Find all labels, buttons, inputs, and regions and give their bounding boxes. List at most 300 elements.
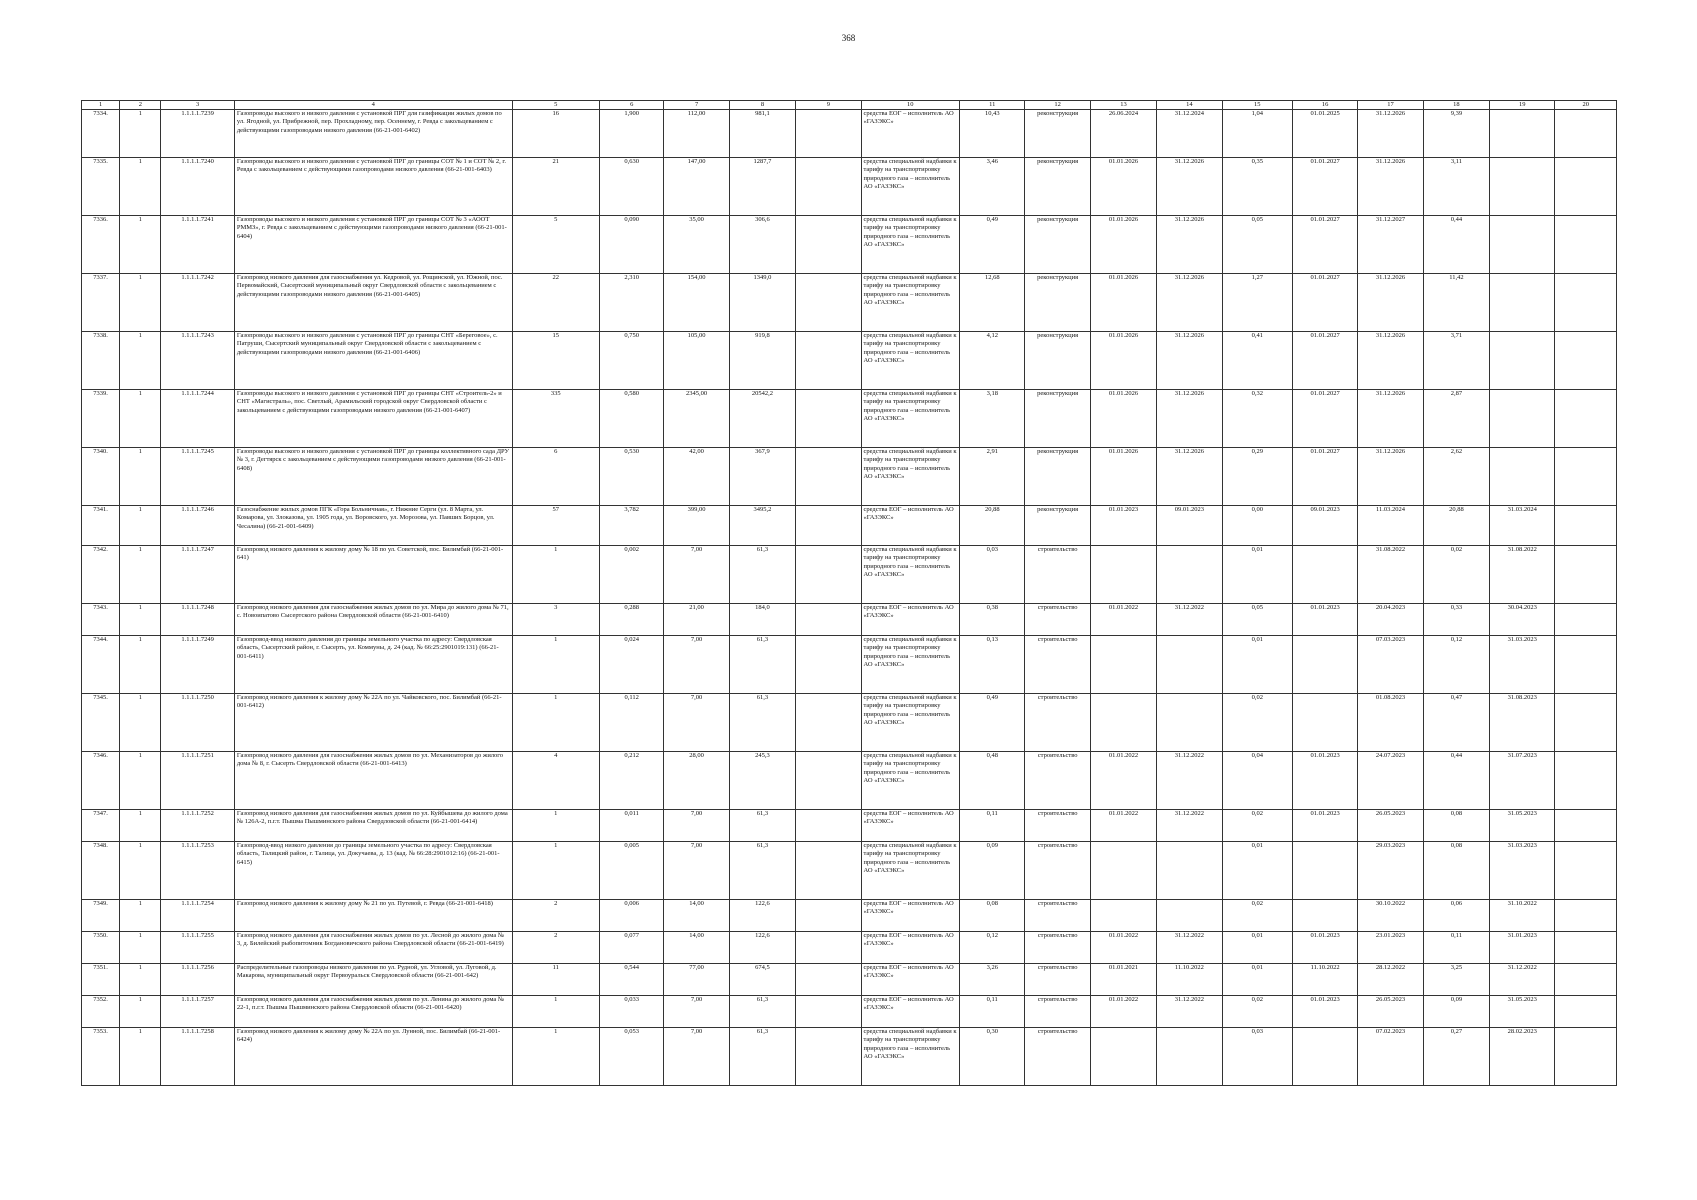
table-row	[82, 216, 1617, 274]
cell-c14	[1157, 900, 1222, 932]
cell-code: 1.1.1.1.7248	[161, 604, 234, 636]
cell-c19: 31.03.2024	[1490, 506, 1555, 546]
cell-c19	[1490, 448, 1555, 506]
table-row	[82, 996, 1617, 1028]
cell-c18: 3,11	[1423, 158, 1489, 216]
cell-code: 1.1.1.1.7240	[161, 158, 234, 216]
cell-desc: Газопроводы высокого и низкого давления с установкой ПРГ до границы коллективного сада ДРУ № 3, г. Дегтярск с закольцеванием с действующими газопроводами низкого давления (66-21-001-6408)	[234, 448, 512, 506]
cell-c20	[1555, 636, 1617, 694]
cell-c16	[1292, 694, 1357, 752]
cell-c8: 122,6	[729, 932, 795, 964]
cell-c8: 674,5	[729, 964, 795, 996]
cell-c14: 31.12.2022	[1157, 810, 1222, 842]
table-row	[82, 694, 1617, 752]
cell-c14: 31.12.2026	[1157, 332, 1222, 390]
cell-c18: 0,09	[1423, 996, 1489, 1028]
cell-c14: 31.12.2026	[1157, 448, 1222, 506]
cell-c2: 1	[120, 506, 161, 546]
cell-c19: 31.10.2022	[1490, 900, 1555, 932]
cell-c2: 1	[120, 842, 161, 900]
cell-c15: 1,04	[1222, 110, 1292, 158]
column-header-17: 17	[1358, 101, 1423, 110]
cell-c5: 16	[512, 110, 600, 158]
cell-c7: 7,00	[664, 842, 729, 900]
cell-c6: 0,750	[600, 332, 664, 390]
cell-src: средства ЕОГ – исполнитель АО «ГАЗЭКС»	[861, 110, 960, 158]
cell-c18: 0,08	[1423, 842, 1489, 900]
cell-c18: 2,62	[1423, 448, 1489, 506]
cell-src: средства специальной надбавки к тарифу на транспортировку природного газа – исполнитель АО «ГАЗЭКС»	[861, 636, 960, 694]
cell-c11: 3,26	[960, 964, 1025, 996]
cell-c17: 07.02.2023	[1358, 1028, 1423, 1086]
cell-c7: 7,00	[664, 636, 729, 694]
cell-c9	[796, 752, 861, 810]
cell-c15: 0,04	[1222, 752, 1292, 810]
cell-c8: 1287,7	[729, 158, 795, 216]
cell-c6: 0,005	[600, 842, 664, 900]
cell-c9	[796, 110, 861, 158]
cell-c20	[1555, 448, 1617, 506]
cell-c14	[1157, 842, 1222, 900]
table-row	[82, 932, 1617, 964]
cell-c16	[1292, 900, 1357, 932]
cell-c15: 0,35	[1222, 158, 1292, 216]
investment-table	[81, 100, 1617, 1086]
cell-src: средства ЕОГ – исполнитель АО «ГАЗЭКС»	[861, 810, 960, 842]
cell-c11: 3,46	[960, 158, 1025, 216]
cell-c8: 61,3	[729, 810, 795, 842]
cell-c16: 01.01.2023	[1292, 810, 1357, 842]
cell-c18: 0,33	[1423, 604, 1489, 636]
cell-c14: 31.12.2022	[1157, 604, 1222, 636]
table-row	[82, 842, 1617, 900]
cell-c16	[1292, 1028, 1357, 1086]
cell-c6: 0,580	[600, 390, 664, 448]
cell-c2: 1	[120, 332, 161, 390]
cell-c12: строительство	[1025, 996, 1090, 1028]
cell-c9	[796, 332, 861, 390]
cell-n: 7342.	[82, 546, 120, 604]
cell-c2: 1	[120, 390, 161, 448]
cell-src: средства ЕОГ – исполнитель АО «ГАЗЭКС»	[861, 964, 960, 996]
cell-c18: 3,25	[1423, 964, 1489, 996]
cell-src: средства специальной надбавки к тарифу на транспортировку природного газа – исполнитель АО «ГАЗЭКС»	[861, 332, 960, 390]
cell-n: 7336.	[82, 216, 120, 274]
cell-c13: 01.01.2026	[1090, 448, 1156, 506]
cell-c2: 1	[120, 932, 161, 964]
cell-c14: 31.12.2026	[1157, 158, 1222, 216]
cell-desc: Газопровод-ввод низкого давления до границы земельного участка по адресу: Свердловская область, Сысертский район, г. Сысерть, ул. Коммуны, д. 24 (кад. № 66:25:2901019:131) (66-21-001-6411)	[234, 636, 512, 694]
cell-c8: 20542,2	[729, 390, 795, 448]
cell-c7: 399,00	[664, 506, 729, 546]
cell-c15: 1,27	[1222, 274, 1292, 332]
cell-c19: 31.08.2022	[1490, 546, 1555, 604]
cell-c8: 61,3	[729, 546, 795, 604]
cell-c19	[1490, 274, 1555, 332]
cell-c2: 1	[120, 752, 161, 810]
cell-c2: 1	[120, 604, 161, 636]
cell-c12: строительство	[1025, 604, 1090, 636]
cell-c13: 26.06.2024	[1090, 110, 1156, 158]
cell-c9	[796, 842, 861, 900]
cell-c7: 154,00	[664, 274, 729, 332]
cell-c16: 01.01.2027	[1292, 390, 1357, 448]
cell-c5: 21	[512, 158, 600, 216]
cell-code: 1.1.1.1.7244	[161, 390, 234, 448]
cell-c9	[796, 694, 861, 752]
cell-c8: 122,6	[729, 900, 795, 932]
column-header-1: 1	[82, 101, 120, 110]
cell-n: 7341.	[82, 506, 120, 546]
cell-c18: 0,12	[1423, 636, 1489, 694]
cell-src: средства ЕОГ – исполнитель АО «ГАЗЭКС»	[861, 604, 960, 636]
cell-n: 7349.	[82, 900, 120, 932]
cell-c18: 0,08	[1423, 810, 1489, 842]
cell-desc: Газопровод низкого давления для газоснабжения жилых домов по ул. Мира до жилого дома № 71, с. Новоипатово Сысертского района Свердловской области (66-21-001-6410)	[234, 604, 512, 636]
cell-c13: 01.01.2022	[1090, 752, 1156, 810]
cell-c9	[796, 636, 861, 694]
cell-code: 1.1.1.1.7242	[161, 274, 234, 332]
cell-c17: 24.07.2023	[1358, 752, 1423, 810]
cell-c12: реконструкция	[1025, 390, 1090, 448]
cell-c8: 981,1	[729, 110, 795, 158]
column-header-2: 2	[120, 101, 161, 110]
cell-c6: 0,077	[600, 932, 664, 964]
cell-n: 7337.	[82, 274, 120, 332]
cell-c5: 2	[512, 932, 600, 964]
cell-c14: 31.12.2026	[1157, 390, 1222, 448]
cell-c14	[1157, 546, 1222, 604]
cell-c5: 1	[512, 694, 600, 752]
cell-c6: 0,112	[600, 694, 664, 752]
cell-c14	[1157, 1028, 1222, 1086]
cell-c13: 01.01.2022	[1090, 996, 1156, 1028]
cell-c20	[1555, 842, 1617, 900]
cell-c7: 7,00	[664, 546, 729, 604]
cell-code: 1.1.1.1.7251	[161, 752, 234, 810]
cell-c11: 3,18	[960, 390, 1025, 448]
cell-c9	[796, 546, 861, 604]
cell-desc: Распределительные газопроводы низкого давления по ул. Рудной, ул. Угловой, ул. Луговой, д. Макарова, муниципальный округ Первоуральск Свердловской области (66-21-001-642)	[234, 964, 512, 996]
cell-c16: 01.01.2023	[1292, 932, 1357, 964]
cell-c13	[1090, 1028, 1156, 1086]
cell-desc: Газопроводы высокого и низкого давления с установкой ПРГ до границы СНТ «Береговое», с. Патруши, Сысертский муниципальный округ Свердловской области с закольцеванием с действующими газопроводами низкого давления (66-21-001-6406)	[234, 332, 512, 390]
table-row	[82, 964, 1617, 996]
cell-c6: 3,782	[600, 506, 664, 546]
cell-c11: 12,68	[960, 274, 1025, 332]
cell-c9	[796, 996, 861, 1028]
cell-c6: 0,212	[600, 752, 664, 810]
cell-c11: 0,08	[960, 900, 1025, 932]
header-row	[82, 101, 1617, 110]
cell-desc: Газопровод низкого давления для газоснабжения жилых домов по ул. Механизаторов до жилого дома № 8, г. Сысерть Свердловской области (66-21-001-6413)	[234, 752, 512, 810]
column-header-14: 14	[1157, 101, 1222, 110]
cell-c15: 0,01	[1222, 932, 1292, 964]
cell-c18: 0,44	[1423, 752, 1489, 810]
cell-c15: 0,01	[1222, 842, 1292, 900]
cell-c12: строительство	[1025, 810, 1090, 842]
cell-c13: 01.01.2026	[1090, 274, 1156, 332]
cell-c20	[1555, 604, 1617, 636]
cell-c2: 1	[120, 546, 161, 604]
cell-c5: 4	[512, 752, 600, 810]
cell-c20	[1555, 546, 1617, 604]
cell-src: средства ЕОГ – исполнитель АО «ГАЗЭКС»	[861, 900, 960, 932]
cell-n: 7339.	[82, 390, 120, 448]
cell-c17: 23.01.2023	[1358, 932, 1423, 964]
cell-desc: Газопровод-ввод низкого давления до границы земельного участка по адресу: Свердловская область, Талицкий район, г. Талица, ул. Докучаева, д. 13 (кад. № 66:28:2901012:16) (66-21-001-6415)	[234, 842, 512, 900]
column-header-10: 10	[861, 101, 960, 110]
cell-c19: 31.12.2022	[1490, 964, 1555, 996]
cell-c9	[796, 506, 861, 546]
cell-c17: 01.08.2023	[1358, 694, 1423, 752]
cell-c20	[1555, 110, 1617, 158]
cell-c5: 1	[512, 996, 600, 1028]
cell-c19: 31.03.2023	[1490, 636, 1555, 694]
cell-c19	[1490, 158, 1555, 216]
table-row	[82, 900, 1617, 932]
cell-c8: 919,8	[729, 332, 795, 390]
cell-c11: 20,88	[960, 506, 1025, 546]
cell-c20	[1555, 274, 1617, 332]
cell-c9	[796, 900, 861, 932]
cell-src: средства специальной надбавки к тарифу на транспортировку природного газа – исполнитель АО «ГАЗЭКС»	[861, 390, 960, 448]
cell-c5: 11	[512, 964, 600, 996]
cell-n: 7351.	[82, 964, 120, 996]
cell-c14: 31.12.2022	[1157, 932, 1222, 964]
cell-src: средства специальной надбавки к тарифу на транспортировку природного газа – исполнитель АО «ГАЗЭКС»	[861, 694, 960, 752]
cell-c8: 3495,2	[729, 506, 795, 546]
cell-c7: 21,00	[664, 604, 729, 636]
cell-c16	[1292, 636, 1357, 694]
cell-c12: реконструкция	[1025, 110, 1090, 158]
cell-c17: 30.10.2022	[1358, 900, 1423, 932]
cell-c12: строительство	[1025, 900, 1090, 932]
cell-c8: 306,6	[729, 216, 795, 274]
cell-src: средства специальной надбавки к тарифу на транспортировку природного газа – исполнитель АО «ГАЗЭКС»	[861, 842, 960, 900]
cell-c14	[1157, 694, 1222, 752]
cell-c5: 3	[512, 604, 600, 636]
table-row	[82, 752, 1617, 810]
cell-c16: 01.01.2027	[1292, 274, 1357, 332]
table-row	[82, 506, 1617, 546]
cell-c16: 01.01.2023	[1292, 996, 1357, 1028]
table-row	[82, 390, 1617, 448]
cell-c11: 0,13	[960, 636, 1025, 694]
cell-c17: 31.08.2022	[1358, 546, 1423, 604]
cell-c13: 01.01.2022	[1090, 932, 1156, 964]
cell-c16	[1292, 546, 1357, 604]
cell-c6: 0,090	[600, 216, 664, 274]
cell-c18: 0,47	[1423, 694, 1489, 752]
cell-src: средства ЕОГ – исполнитель АО «ГАЗЭКС»	[861, 506, 960, 546]
cell-c6: 0,006	[600, 900, 664, 932]
cell-c16: 01.01.2027	[1292, 158, 1357, 216]
cell-c9	[796, 216, 861, 274]
cell-c16: 01.01.2023	[1292, 604, 1357, 636]
column-header-11: 11	[960, 101, 1025, 110]
cell-c7: 35,00	[664, 216, 729, 274]
cell-c15: 0,01	[1222, 546, 1292, 604]
cell-c11: 0,12	[960, 932, 1025, 964]
cell-c15: 0,02	[1222, 900, 1292, 932]
cell-c12: реконструкция	[1025, 332, 1090, 390]
cell-c8: 184,0	[729, 604, 795, 636]
cell-c20	[1555, 900, 1617, 932]
cell-c11: 10,43	[960, 110, 1025, 158]
cell-n: 7346.	[82, 752, 120, 810]
cell-c2: 1	[120, 274, 161, 332]
cell-code: 1.1.1.1.7246	[161, 506, 234, 546]
cell-c2: 1	[120, 900, 161, 932]
cell-c13: 01.01.2026	[1090, 158, 1156, 216]
cell-desc: Газопровод низкого давления для газоснабжения жилых домов по ул. Куйбышева до жилого дома № 126А-2, п.г.т. Пышма Пышминского района Свердловской области (66-21-001-6414)	[234, 810, 512, 842]
cell-c2: 1	[120, 694, 161, 752]
cell-code: 1.1.1.1.7249	[161, 636, 234, 694]
cell-c18: 0,06	[1423, 900, 1489, 932]
cell-c6: 2,310	[600, 274, 664, 332]
table-row	[82, 546, 1617, 604]
cell-c15: 0,01	[1222, 964, 1292, 996]
cell-c17: 26.05.2023	[1358, 996, 1423, 1028]
cell-c20	[1555, 1028, 1617, 1086]
cell-c5: 15	[512, 332, 600, 390]
cell-c17: 26.05.2023	[1358, 810, 1423, 842]
column-header-5: 5	[512, 101, 600, 110]
cell-c12: строительство	[1025, 636, 1090, 694]
cell-c19: 30.04.2023	[1490, 604, 1555, 636]
cell-c5: 1	[512, 842, 600, 900]
cell-c7: 42,00	[664, 448, 729, 506]
cell-c15: 0,01	[1222, 636, 1292, 694]
cell-c20	[1555, 964, 1617, 996]
cell-c14: 31.12.2022	[1157, 996, 1222, 1028]
cell-c7: 7,00	[664, 694, 729, 752]
cell-c15: 0,29	[1222, 448, 1292, 506]
cell-c11: 0,11	[960, 810, 1025, 842]
cell-c17: 31.12.2026	[1358, 274, 1423, 332]
cell-c13: 01.01.2022	[1090, 810, 1156, 842]
cell-c9	[796, 158, 861, 216]
cell-c19	[1490, 216, 1555, 274]
cell-c13	[1090, 636, 1156, 694]
cell-c12: строительство	[1025, 932, 1090, 964]
table-body	[82, 110, 1617, 1086]
cell-c20	[1555, 752, 1617, 810]
cell-code: 1.1.1.1.7239	[161, 110, 234, 158]
cell-c2: 1	[120, 216, 161, 274]
cell-c15: 0,32	[1222, 390, 1292, 448]
cell-c17: 28.12.2022	[1358, 964, 1423, 996]
cell-c5: 1	[512, 810, 600, 842]
cell-c13: 01.01.2021	[1090, 964, 1156, 996]
cell-c8: 61,3	[729, 996, 795, 1028]
cell-c9	[796, 274, 861, 332]
column-header-18: 18	[1423, 101, 1489, 110]
cell-c11: 4,12	[960, 332, 1025, 390]
cell-n: 7348.	[82, 842, 120, 900]
cell-c16: 01.01.2027	[1292, 332, 1357, 390]
cell-c2: 1	[120, 996, 161, 1028]
cell-c2: 1	[120, 110, 161, 158]
cell-c18: 0,11	[1423, 932, 1489, 964]
cell-c9	[796, 810, 861, 842]
cell-c6: 0,033	[600, 996, 664, 1028]
cell-c15: 0,05	[1222, 604, 1292, 636]
cell-c6: 0,630	[600, 158, 664, 216]
cell-c8: 61,3	[729, 694, 795, 752]
cell-c17: 31.12.2026	[1358, 332, 1423, 390]
column-header-3: 3	[161, 101, 234, 110]
cell-n: 7352.	[82, 996, 120, 1028]
cell-c15: 0,03	[1222, 1028, 1292, 1086]
cell-c16: 01.01.2027	[1292, 216, 1357, 274]
cell-c2: 1	[120, 964, 161, 996]
cell-c16: 11.10.2022	[1292, 964, 1357, 996]
cell-c15: 0,02	[1222, 996, 1292, 1028]
cell-src: средства специальной надбавки к тарифу на транспортировку природного газа – исполнитель АО «ГАЗЭКС»	[861, 752, 960, 810]
cell-c17: 29.03.2023	[1358, 842, 1423, 900]
cell-c5: 22	[512, 274, 600, 332]
cell-c18: 11,42	[1423, 274, 1489, 332]
cell-c12: реконструкция	[1025, 506, 1090, 546]
column-header-7: 7	[664, 101, 729, 110]
cell-c11: 0,09	[960, 842, 1025, 900]
cell-desc: Газопроводы высокого и низкого давления с установкой ПРГ до границы СОТ № 1 и СОТ № 2, г. Ревда с закольцеванием с действующими газопроводами низкого давления (66-21-001-6403)	[234, 158, 512, 216]
cell-c7: 14,00	[664, 932, 729, 964]
cell-c19	[1490, 390, 1555, 448]
cell-n: 7343.	[82, 604, 120, 636]
table-row	[82, 636, 1617, 694]
cell-c12: реконструкция	[1025, 448, 1090, 506]
cell-code: 1.1.1.1.7258	[161, 1028, 234, 1086]
cell-desc: Газопровод низкого давления к жилому дому № 21 по ул. Путевой, г. Ревда (66-21-001-6418)	[234, 900, 512, 932]
column-header-13: 13	[1090, 101, 1156, 110]
cell-n: 7334.	[82, 110, 120, 158]
cell-c11: 0,49	[960, 694, 1025, 752]
cell-c14: 31.12.2024	[1157, 110, 1222, 158]
cell-c11: 0,49	[960, 216, 1025, 274]
cell-code: 1.1.1.1.7247	[161, 546, 234, 604]
cell-src: средства специальной надбавки к тарифу на транспортировку природного газа – исполнитель АО «ГАЗЭКС»	[861, 546, 960, 604]
column-header-20: 20	[1555, 101, 1617, 110]
cell-c14: 31.12.2026	[1157, 274, 1222, 332]
cell-c12: строительство	[1025, 546, 1090, 604]
column-header-8: 8	[729, 101, 795, 110]
cell-c19: 31.05.2023	[1490, 810, 1555, 842]
cell-code: 1.1.1.1.7253	[161, 842, 234, 900]
cell-c15: 0,00	[1222, 506, 1292, 546]
cell-c16: 01.01.2025	[1292, 110, 1357, 158]
cell-n: 7350.	[82, 932, 120, 964]
cell-c20	[1555, 694, 1617, 752]
cell-c7: 7,00	[664, 810, 729, 842]
cell-c16: 01.01.2027	[1292, 448, 1357, 506]
cell-c7: 112,00	[664, 110, 729, 158]
cell-c8: 245,3	[729, 752, 795, 810]
cell-c6: 0,011	[600, 810, 664, 842]
cell-c7: 7,00	[664, 1028, 729, 1086]
cell-c14: 31.12.2026	[1157, 216, 1222, 274]
cell-c18: 0,44	[1423, 216, 1489, 274]
cell-c16: 01.01.2023	[1292, 752, 1357, 810]
cell-c13	[1090, 842, 1156, 900]
cell-c19: 31.05.2023	[1490, 996, 1555, 1028]
table-row	[82, 158, 1617, 216]
cell-c12: строительство	[1025, 1028, 1090, 1086]
cell-c13: 01.01.2022	[1090, 604, 1156, 636]
cell-c8: 61,3	[729, 636, 795, 694]
